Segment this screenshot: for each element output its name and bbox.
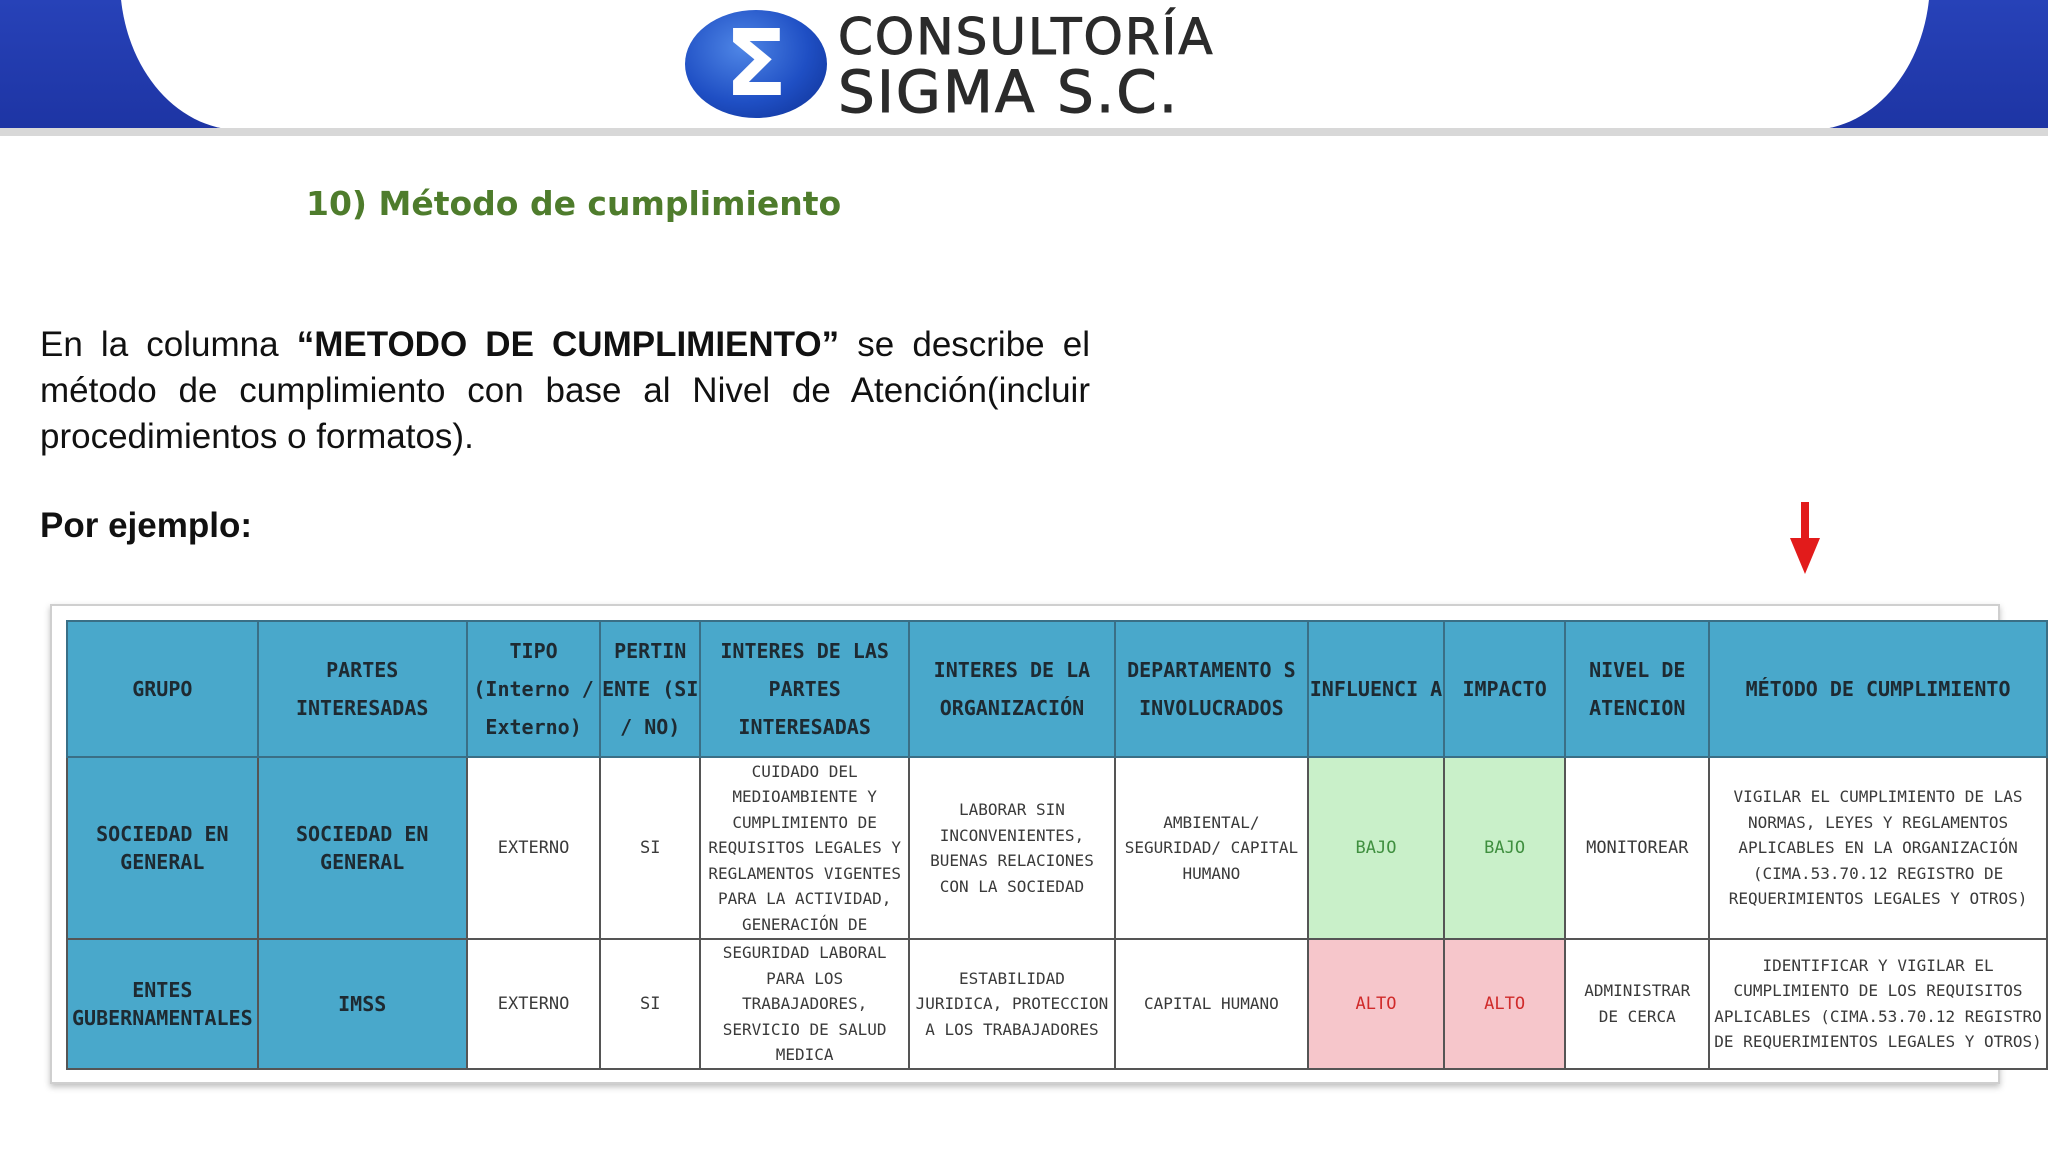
header-interes-org: INTERES DE LA ORGANIZACIÓN: [909, 621, 1114, 757]
stakeholder-table: [66, 620, 2048, 1070]
header-impacto: IMPACTO: [1444, 621, 1566, 757]
intro-text-end: se describe el método de cumplimiento con base al Nivel de Atención(incluir procedimientos o formatos).: [40, 325, 1090, 456]
cell-nivel: MONITOREAR: [1565, 757, 1709, 939]
cell-metodo: VIGILAR EL CUMPLIMIENTO DE LAS NORMAS, LEYES Y REGLAMENTOS APLICABLES EN LA ORGANIZACIÓN (CIMA.53.70.12 REGISTRO DE REQUERIMIENTOS LEGALES Y OTROS): [1709, 757, 2047, 939]
cell-departamentos: CAPITAL HUMANO: [1115, 939, 1308, 1069]
cell-nivel: ADMINISTRAR DE CERCA: [1565, 939, 1709, 1069]
table-row: [67, 939, 2047, 1069]
cell-tipo: EXTERNO: [467, 939, 601, 1069]
header-tipo: TIPO (Interno / Externo): [467, 621, 601, 757]
table-row: [67, 757, 2047, 939]
intro-paragraph: [40, 322, 1090, 460]
cell-influencia: BAJO: [1308, 757, 1444, 939]
cell-impacto: ALTO: [1444, 939, 1566, 1069]
header-influencia: INFLUENCI A: [1308, 621, 1444, 757]
cell-influencia: ALTO: [1308, 939, 1444, 1069]
sigma-logo-icon: [685, 10, 827, 118]
cell-grupo: ENTES GUBERNAMENTALES: [67, 939, 258, 1069]
header-pertinente: PERTIN ENTE (SI / NO): [600, 621, 700, 757]
cell-pertinente: SI: [600, 757, 700, 939]
cell-partes: IMSS: [258, 939, 467, 1069]
cell-interes-partes: SEGURIDAD LABORAL PARA LOS TRABAJADORES, SERVICIO DE SALUD MEDICA: [700, 939, 909, 1069]
header-departamentos: DEPARTAMENTO S INVOLUCRADOS: [1115, 621, 1308, 757]
header-nivel: NIVEL DE ATENCION: [1565, 621, 1709, 757]
intro-text-bold: “METODO DE CUMPLIMIENTO”: [296, 325, 840, 364]
header-metodo: MÉTODO DE CUMPLIMIENTO: [1709, 621, 2047, 757]
cell-departamentos: AMBIENTAL/ SEGURIDAD/ CAPITAL HUMANO: [1115, 757, 1308, 939]
cell-interes-org: ESTABILIDAD JURIDICA, PROTECCION A LOS TRABAJADORES: [909, 939, 1114, 1069]
company-name-line1: CONSULTORÍA: [838, 8, 1215, 66]
slide-title: 10) Método de cumplimiento: [306, 184, 842, 223]
header-divider: [0, 128, 2048, 136]
cell-impacto: BAJO: [1444, 757, 1566, 939]
logo-symbol: Σ: [724, 10, 788, 117]
cell-tipo: EXTERNO: [467, 757, 601, 939]
cell-pertinente: SI: [600, 939, 700, 1069]
cell-interes-org: LABORAR SIN INCONVENIENTES, BUENAS RELACIONES CON LA SOCIEDAD: [909, 757, 1114, 939]
cell-metodo: IDENTIFICAR Y VIGILAR EL CUMPLIMIENTO DE LOS REQUISITOS APLICABLES (CIMA.53.70.12 REGISTRO DE REQUERIMIENTOS LEGALES Y OTROS): [1709, 939, 2047, 1069]
header-interes-partes: INTERES DE LAS PARTES INTERESADAS: [700, 621, 909, 757]
header-partes: PARTES INTERESADAS: [258, 621, 467, 757]
intro-text-start: En la columna: [40, 325, 297, 364]
down-arrow-icon: [1790, 502, 1820, 574]
cell-interes-partes: CUIDADO DEL MEDIOAMBIENTE Y CUMPLIMIENTO DE REQUISITOS LEGALES Y REGLAMENTOS VIGENTES PARA LA ACTIVIDAD, GENERACIÓN DE: [700, 757, 909, 939]
cell-partes: SOCIEDAD EN GENERAL: [258, 757, 467, 939]
table-header-row: [67, 621, 2047, 757]
example-label: Por ejemplo:: [40, 506, 252, 545]
company-name-line2: SIGMA S.C.: [838, 58, 1180, 126]
cell-grupo: SOCIEDAD EN GENERAL: [67, 757, 258, 939]
header-grupo: GRUPO: [67, 621, 258, 757]
